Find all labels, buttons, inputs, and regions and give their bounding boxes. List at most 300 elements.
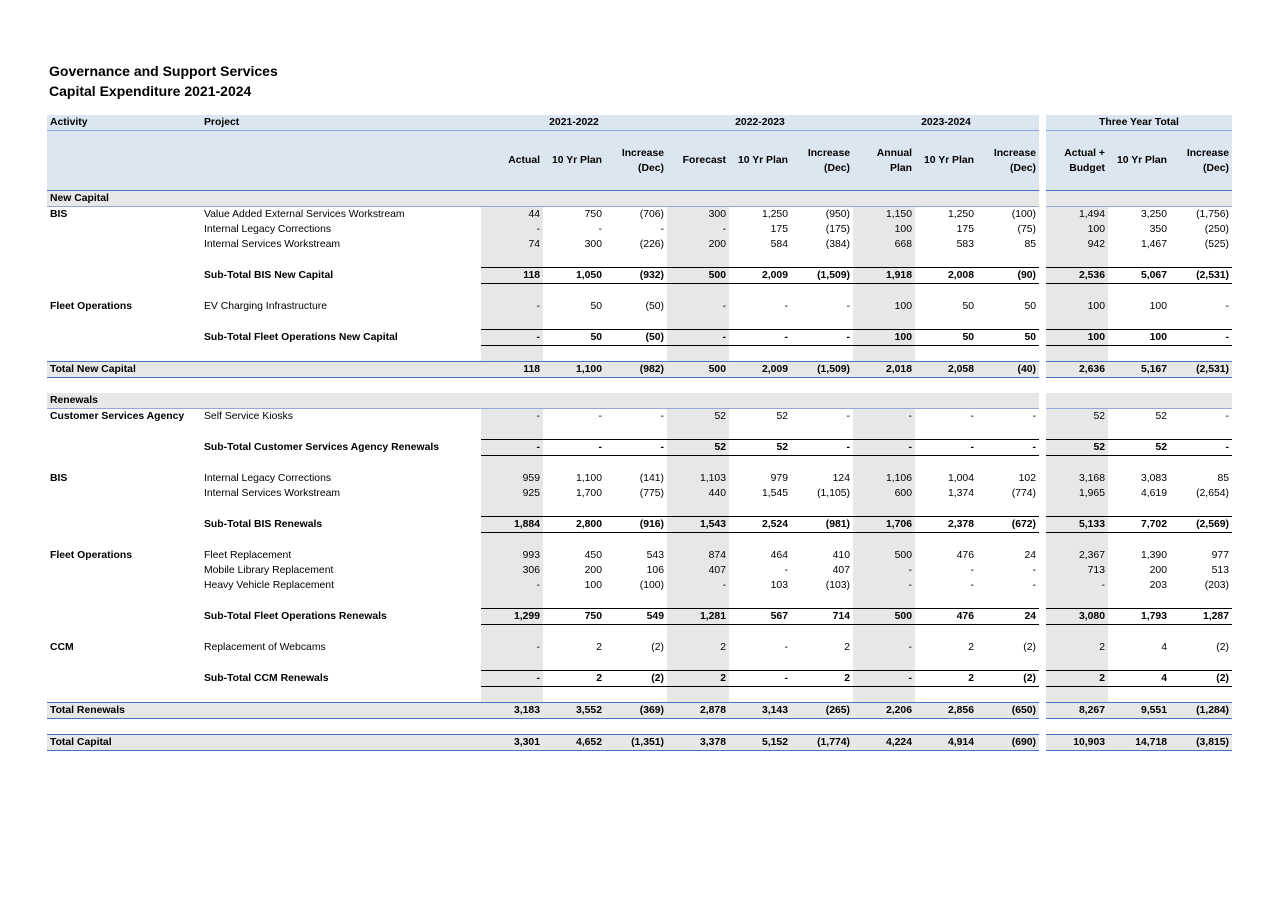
value-cell: - (915, 440, 977, 456)
column-gap (1039, 501, 1046, 517)
empty-cell (853, 593, 915, 609)
value-cell: 1,543 (667, 517, 729, 533)
value-cell: - (784, 565, 788, 576)
value-cell: 50 (543, 330, 605, 346)
empty-cell (915, 625, 977, 641)
subtotal-row (47, 330, 1232, 346)
value-cell: - (667, 222, 729, 237)
value-cell: 4,914 (915, 735, 977, 751)
empty-cell (667, 424, 729, 440)
value-cell: - (784, 301, 788, 312)
value-cell: 1,918 (853, 268, 915, 284)
value-cell: 3,083 (1140, 473, 1167, 484)
column-header: 10 Yr Plan (915, 131, 977, 191)
empty-cell (1046, 593, 1108, 609)
empty-cell (47, 284, 201, 300)
table-row (47, 486, 1232, 501)
value-cell: 713 (1046, 563, 1108, 578)
value-cell: 103 (770, 580, 788, 591)
value-cell: 476 (956, 550, 974, 561)
value-cell: 1,965 (1046, 486, 1108, 501)
project-cell: Self Service Kiosks (204, 411, 293, 422)
value-cell: 3,301 (481, 735, 543, 751)
value-cell: - (598, 411, 602, 422)
value-cell: 4 (1161, 642, 1167, 653)
spacer-row (47, 378, 1232, 394)
value-cell: 2,878 (667, 703, 729, 719)
column-gap (1039, 115, 1046, 131)
value-cell: (2) (651, 642, 664, 653)
empty-cell (605, 346, 667, 362)
value-cell: 1,884 (481, 517, 543, 533)
value-cell: 1,106 (853, 471, 915, 486)
section-fill (1046, 393, 1232, 409)
value-cell: 1,494 (1046, 207, 1108, 223)
value-cell: 4,619 (1140, 488, 1167, 499)
empty-cell (1108, 655, 1170, 671)
value-cell: 1,250 (761, 209, 788, 220)
empty-cell (791, 424, 853, 440)
empty-cell (1108, 501, 1170, 517)
empty-cell (791, 687, 853, 703)
spacer-cell (47, 378, 1232, 394)
value-cell: - (1032, 411, 1036, 422)
empty-cell (791, 252, 853, 268)
value-cell: - (846, 411, 850, 422)
value-cell: - (481, 330, 543, 346)
value-cell: - (970, 580, 974, 591)
value-cell: (90) (977, 268, 1039, 284)
value-cell: 2 (791, 671, 853, 687)
value-cell: 100 (853, 330, 915, 346)
value-cell: (706) (639, 209, 664, 220)
empty-cell (853, 456, 915, 472)
value-cell: 584 (770, 239, 788, 250)
value-cell: (2,531) (1170, 362, 1232, 378)
table-body (47, 191, 1232, 751)
empty-cell (853, 314, 915, 330)
value-cell: 4,224 (853, 735, 915, 751)
column-gap (1039, 362, 1046, 378)
empty-cell (977, 346, 1039, 362)
value-cell: (2) (1216, 642, 1229, 653)
empty-cell (47, 346, 201, 362)
empty-cell (977, 252, 1039, 268)
empty-cell (201, 314, 481, 330)
value-cell: - (660, 224, 664, 235)
empty-cell (201, 655, 481, 671)
value-cell: 2 (667, 671, 729, 687)
column-gap (1039, 268, 1046, 284)
empty-cell (853, 501, 915, 517)
column-gap (1039, 440, 1046, 456)
blank-row (47, 314, 1232, 330)
value-cell: 2,206 (853, 703, 915, 719)
column-gap (1039, 703, 1046, 719)
value-cell: 476 (915, 609, 977, 625)
empty-cell (853, 284, 915, 300)
empty-cell (201, 501, 481, 517)
value-cell: - (1046, 578, 1108, 593)
column-header: Actual + Budget (1046, 131, 1108, 191)
value-cell: 52 (1155, 411, 1167, 422)
value-cell: 300 (584, 239, 602, 250)
empty-cell (543, 284, 605, 300)
project-cell: Value Added External Services Workstream (204, 209, 405, 220)
empty-cell (201, 346, 481, 362)
column-gap (1039, 237, 1046, 252)
value-cell: 410 (832, 550, 850, 561)
value-cell: 100 (1149, 301, 1167, 312)
empty-cell (729, 314, 791, 330)
empty-cell (543, 252, 605, 268)
empty-cell (1046, 625, 1108, 641)
header-row-groups (47, 115, 1232, 131)
activity-cell (47, 671, 201, 687)
value-cell: 350 (1149, 224, 1167, 235)
empty-cell (791, 655, 853, 671)
column-gap (1039, 299, 1046, 314)
empty-cell (543, 593, 605, 609)
value-cell: - (791, 330, 853, 346)
value-cell: 85 (1024, 239, 1036, 250)
value-cell: 2,367 (1046, 548, 1108, 563)
empty-cell (977, 314, 1039, 330)
value-cell: 750 (543, 609, 605, 625)
empty-cell (1170, 456, 1232, 472)
value-cell: 2 (543, 671, 605, 687)
empty-cell (915, 252, 977, 268)
table-row (47, 207, 1232, 223)
project-cell: Heavy Vehicle Replacement (204, 580, 334, 591)
empty-cell (605, 252, 667, 268)
empty-cell (915, 346, 977, 362)
activity-cell: Customer Services Agency (50, 411, 185, 422)
value-cell: 500 (853, 548, 915, 563)
empty-cell (977, 625, 1039, 641)
header-group-2021-2022: 2021-2022 (481, 115, 667, 131)
value-cell: 9,551 (1108, 703, 1170, 719)
table-row (47, 237, 1232, 252)
empty-cell (481, 284, 543, 300)
empty-cell (47, 593, 201, 609)
value-cell: (1,509) (791, 362, 853, 378)
project-cell: Fleet Replacement (204, 550, 292, 561)
value-cell: - (481, 409, 543, 425)
empty-cell (729, 424, 791, 440)
empty-cell (1108, 252, 1170, 268)
value-cell: - (660, 411, 664, 422)
project-cell: Internal Services Workstream (204, 488, 341, 499)
column-gap (1039, 655, 1046, 671)
value-cell: - (729, 671, 791, 687)
value-cell: 2,009 (729, 268, 791, 284)
empty-cell (791, 284, 853, 300)
value-cell: 2,636 (1046, 362, 1108, 378)
value-cell: 942 (1046, 237, 1108, 252)
value-cell: 44 (481, 207, 543, 223)
empty-cell (481, 687, 543, 703)
empty-cell (543, 533, 605, 549)
value-cell: 2,536 (1046, 268, 1108, 284)
value-cell: 2,378 (915, 517, 977, 533)
value-cell: - (605, 440, 667, 456)
column-header: Forecast (667, 131, 729, 191)
column-header: 10 Yr Plan (543, 131, 605, 191)
value-cell: 2,524 (729, 517, 791, 533)
column-header: Increase (Dec) (1170, 131, 1232, 191)
value-cell: 102 (1018, 473, 1036, 484)
column-header: 10 Yr Plan (1108, 131, 1170, 191)
empty-cell (605, 456, 667, 472)
column-gap (1039, 131, 1046, 191)
value-cell: (2,531) (1170, 268, 1232, 284)
empty-cell (853, 655, 915, 671)
value-cell: 1,700 (575, 488, 602, 499)
value-cell: - (1170, 440, 1232, 456)
value-cell: - (481, 222, 543, 237)
value-cell: 1,150 (853, 207, 915, 223)
subtotal-label: Sub-Total BIS New Capital (204, 270, 334, 281)
empty-cell (543, 314, 605, 330)
activity-cell: Fleet Operations (50, 301, 132, 312)
empty-cell (47, 501, 201, 517)
empty-cell (481, 424, 543, 440)
value-cell: 464 (770, 550, 788, 561)
empty-cell (47, 456, 201, 472)
value-cell: 1,050 (543, 268, 605, 284)
empty-cell (915, 687, 977, 703)
value-cell: 3,080 (1046, 609, 1108, 625)
value-cell: 100 (1046, 330, 1108, 346)
column-gap (1039, 548, 1046, 563)
empty-cell (667, 593, 729, 609)
blank-row (47, 501, 1232, 517)
empty-cell (729, 655, 791, 671)
empty-cell (915, 314, 977, 330)
value-cell: 10,903 (1046, 735, 1108, 751)
value-cell: 7,702 (1108, 517, 1170, 533)
value-cell: (2) (977, 671, 1039, 687)
activity-cell (47, 222, 201, 237)
total-label: Total New Capital (47, 362, 481, 378)
value-cell: 203 (1149, 580, 1167, 591)
column-gap (1039, 517, 1046, 533)
header-row-columns (47, 131, 1232, 191)
value-cell: 1,287 (1170, 609, 1232, 625)
header-blank (47, 131, 201, 191)
value-cell: 2,856 (915, 703, 977, 719)
empty-cell (915, 284, 977, 300)
blank-row (47, 533, 1232, 549)
value-cell: (50) (645, 301, 664, 312)
value-cell: (1,105) (817, 488, 850, 499)
value-cell: 5,133 (1046, 517, 1108, 533)
empty-cell (201, 252, 481, 268)
empty-cell (543, 625, 605, 641)
value-cell: 407 (667, 563, 729, 578)
column-gap (1039, 191, 1046, 207)
empty-cell (853, 625, 915, 641)
value-cell: - (853, 409, 915, 425)
value-cell: (525) (1204, 239, 1229, 250)
value-cell: 3,378 (667, 735, 729, 751)
value-cell: 1,100 (543, 362, 605, 378)
activity-cell: CCM (50, 642, 74, 653)
value-cell: 106 (646, 565, 664, 576)
column-gap (1039, 330, 1046, 346)
value-cell: (1,774) (791, 735, 853, 751)
value-cell: 543 (646, 550, 664, 561)
value-cell: 200 (584, 565, 602, 576)
column-header: Increase (Dec) (977, 131, 1039, 191)
blank-row (47, 346, 1232, 362)
value-cell: (226) (639, 239, 664, 250)
activity-cell: BIS (50, 209, 68, 220)
total-row (47, 703, 1232, 719)
value-cell: 2 (968, 642, 974, 653)
value-cell: 500 (667, 268, 729, 284)
empty-cell (977, 655, 1039, 671)
value-cell: - (1032, 565, 1036, 576)
empty-cell (1170, 625, 1232, 641)
empty-cell (481, 456, 543, 472)
subtotal-row (47, 517, 1232, 533)
empty-cell (915, 655, 977, 671)
empty-cell (201, 687, 481, 703)
column-gap (1039, 424, 1046, 440)
column-gap (1039, 671, 1046, 687)
value-cell: 1,281 (667, 609, 729, 625)
value-cell: (1,351) (605, 735, 667, 751)
value-cell: - (667, 578, 729, 593)
value-cell: (774) (1011, 488, 1036, 499)
column-header: Increase (Dec) (791, 131, 853, 191)
value-cell: 100 (1046, 299, 1108, 314)
table-row (47, 471, 1232, 486)
value-cell: 440 (667, 486, 729, 501)
value-cell: - (853, 440, 915, 456)
value-cell: 1,390 (1140, 550, 1167, 561)
blank-row (47, 625, 1232, 641)
column-gap (1039, 456, 1046, 472)
empty-cell (977, 284, 1039, 300)
value-cell: 52 (1046, 409, 1108, 425)
empty-cell (1046, 655, 1108, 671)
value-cell: 24 (1024, 550, 1036, 561)
value-cell: - (729, 330, 791, 346)
column-gap (1039, 687, 1046, 703)
empty-cell (791, 456, 853, 472)
value-cell: 4 (1108, 671, 1170, 687)
column-gap (1039, 533, 1046, 549)
value-cell: 750 (584, 209, 602, 220)
value-cell: (981) (791, 517, 853, 533)
value-cell: 4,652 (543, 735, 605, 751)
value-cell: 549 (605, 609, 667, 625)
blank-row (47, 252, 1232, 268)
empty-cell (915, 501, 977, 517)
column-gap (1039, 471, 1046, 486)
empty-cell (853, 533, 915, 549)
section-fill (1046, 191, 1232, 207)
column-gap (1039, 486, 1046, 501)
empty-cell (47, 625, 201, 641)
value-cell: (3,815) (1170, 735, 1232, 751)
value-cell: 14,718 (1108, 735, 1170, 751)
empty-cell (729, 284, 791, 300)
empty-cell (481, 655, 543, 671)
project-cell: EV Charging Infrastructure (204, 301, 328, 312)
empty-cell (729, 501, 791, 517)
empty-cell (605, 687, 667, 703)
empty-cell (1108, 625, 1170, 641)
project-cell: Internal Services Workstream (204, 239, 341, 250)
value-cell: 52 (1108, 440, 1170, 456)
value-cell: 1,374 (947, 488, 974, 499)
empty-cell (853, 252, 915, 268)
activity-cell (47, 440, 201, 456)
table-row (47, 563, 1232, 578)
empty-cell (201, 593, 481, 609)
empty-cell (667, 456, 729, 472)
spacer-row (47, 719, 1232, 735)
empty-cell (481, 625, 543, 641)
value-cell: - (481, 640, 543, 655)
empty-cell (729, 625, 791, 641)
subtotal-row (47, 268, 1232, 284)
empty-cell (605, 284, 667, 300)
activity-cell (47, 609, 201, 625)
empty-cell (605, 314, 667, 330)
value-cell: 2 (667, 640, 729, 655)
value-cell: 959 (481, 471, 543, 486)
empty-cell (1108, 314, 1170, 330)
value-cell: (75) (1017, 224, 1036, 235)
empty-cell (47, 533, 201, 549)
activity-cell (47, 517, 201, 533)
value-cell: 925 (481, 486, 543, 501)
activity-cell (47, 578, 201, 593)
value-cell: 74 (481, 237, 543, 252)
value-cell: 1,103 (667, 471, 729, 486)
empty-cell (915, 456, 977, 472)
empty-cell (1170, 687, 1232, 703)
value-cell: 5,167 (1108, 362, 1170, 378)
value-cell: 567 (729, 609, 791, 625)
value-cell: 85 (1217, 473, 1229, 484)
empty-cell (201, 456, 481, 472)
empty-cell (481, 593, 543, 609)
column-gap (1039, 252, 1046, 268)
empty-cell (1108, 284, 1170, 300)
value-cell: - (846, 301, 850, 312)
value-cell: (384) (825, 239, 850, 250)
empty-cell (1170, 284, 1232, 300)
value-cell: - (543, 440, 605, 456)
value-cell: 2,009 (729, 362, 791, 378)
header-blank (201, 131, 481, 191)
value-cell: 977 (1211, 550, 1229, 561)
empty-cell (853, 687, 915, 703)
value-cell: 200 (667, 237, 729, 252)
empty-cell (1046, 456, 1108, 472)
empty-cell (1170, 346, 1232, 362)
value-cell: 52 (1046, 440, 1108, 456)
column-header: Increase (Dec) (605, 131, 667, 191)
value-cell: (2) (1170, 671, 1232, 687)
value-cell: - (791, 440, 853, 456)
